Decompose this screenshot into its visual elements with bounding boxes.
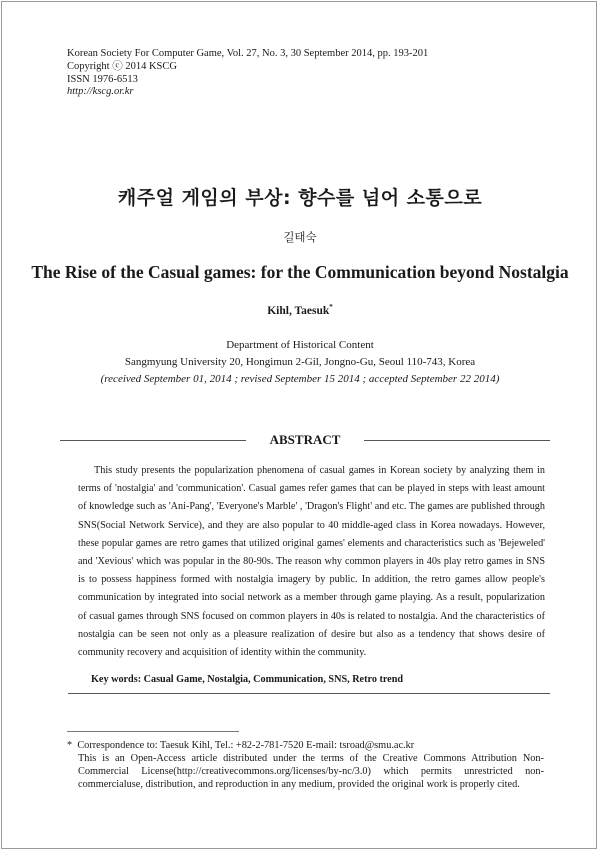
footnote-marker: * — [67, 740, 73, 751]
affiliation-block — [0, 337, 600, 388]
abstract-rule-right — [364, 440, 550, 441]
footnote-correspondence — [67, 739, 544, 752]
page-border — [1, 1, 597, 849]
abstract-text: This study presents the popularization phenomena of casual games in Korean society by analyzing them in terms of 'nostalgia' and 'communication'. Casual games refer games that can be played in steps with least amount of knowledge such as 'Ani-Pang', 'Everyone's Marble' , 'Dragon's Flight' and etc. The games are published through SNS(Social Network Service), and they are also popular to 40 middle-aged class in Korea nowadays. However, these popular games are retro games that utilized original games' elements and characteristics such as 'Bejeweled' and 'Xevious' which was popular in the 80-90s. The reason why common players in 40s play retro games in SNS is to possess happiness formed with nostalgia imagery by public. In addition, the retro games allow people's communication by integrated into social network as a member through game playing. As a result, popularization of casual games through SNS focused on common players in 40s is related to nostalgia. And the characteristics of nostalgia can be seen not only as a pleasure realization of desire but also as a tendency that shows desire of community recovery and acquisition of identity within the community. — [78, 465, 545, 659]
footnote — [67, 739, 544, 791]
correspondence-text: Correspondence to: Taesuk Kihl, Tel.: +82-2-781-7520 E-mail: tsroad@smu.ac.kr — [77, 740, 415, 751]
copyright-line: Copyright ⓒ 2014 KSCG — [67, 60, 177, 72]
address: Sangmyung University 20, Hongimun 2-Gil, Jongno-Gu, Seoul 110-743, Korea — [124, 356, 476, 368]
submission-dates: (received September 01, 2014 ; revised September 15 2014 ; accepted September 22 2014) — [100, 373, 500, 385]
journal-header — [67, 48, 547, 99]
author-name: Kihl, Taesuk — [267, 304, 330, 317]
author-korean: 길태숙 — [283, 230, 317, 244]
abstract-heading — [60, 432, 550, 448]
title-english: The Rise of the Casual games: for the Communication beyond Nostalgia — [31, 262, 569, 282]
author-mark: * — [329, 303, 333, 311]
journal-url[interactable]: http://kscg.or.kr — [67, 86, 134, 98]
journal-citation: Korean Society For Computer Game, Vol. 27, No. 3, 30 September 2014, pp. 193-201 — [67, 48, 429, 59]
keywords: Key words: Casual Game, Nostalgia, Communication, SNS, Retro trend — [91, 674, 404, 685]
abstract-rule-left — [60, 440, 246, 441]
author-english — [0, 303, 600, 317]
license-text: This is an Open-Access article distributed under the terms of the Creative Commons Attribution Non-Commercial License(http://creativecommons.org/licenses/by-nc/3.0) which permits unrestricted non-commercialuse, distribution, and reproduction in any medium, provided the original work is properly cited. — [78, 753, 544, 790]
footnote-rule — [67, 731, 239, 732]
department: Department of Historical Content — [226, 339, 374, 351]
issn-line: ISSN 1976-6513 — [67, 73, 138, 85]
abstract-label: ABSTRACT — [269, 432, 341, 447]
title-korean: 캐주얼 게임의 부상: 향수를 넘어 소통으로 — [117, 187, 483, 209]
keywords-rule — [68, 693, 550, 694]
